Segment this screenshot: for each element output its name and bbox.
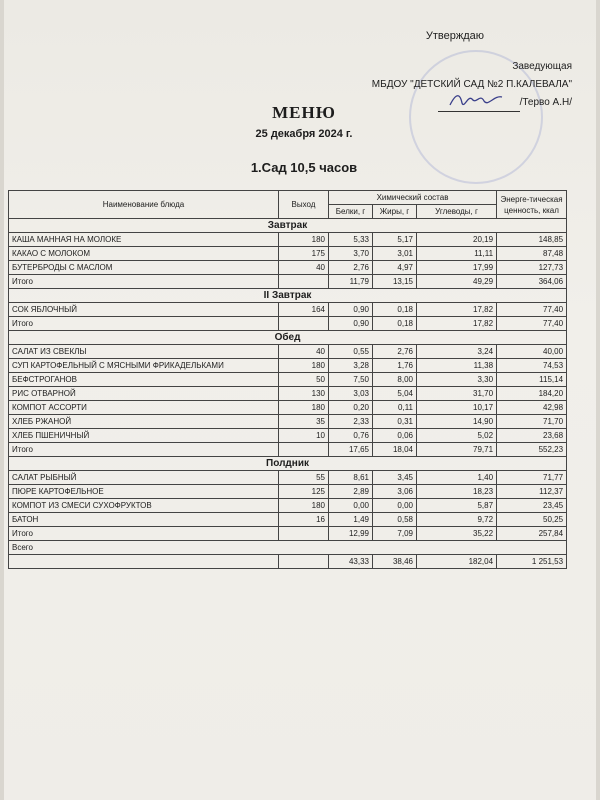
dish-carbs: 5,02 — [417, 429, 497, 443]
dish-yield: 50 — [279, 373, 329, 387]
dish-energy: 40,00 — [497, 345, 567, 359]
menu-date: 25 декабря 2024 г. — [255, 128, 353, 140]
dish-proteins: 7,50 — [329, 373, 373, 387]
dish-name: ПЮРЕ КАРТОФЕЛЬНОЕ — [9, 485, 279, 499]
dish-fats: 0,18 — [373, 303, 417, 317]
total-row — [9, 527, 567, 541]
dish-carbs: 1,40 — [417, 471, 497, 485]
dish-proteins: 0,00 — [329, 499, 373, 513]
dish-energy: 42,98 — [497, 401, 567, 415]
section-title: Полдник — [9, 457, 567, 471]
dish-name: СОК ЯБЛОЧНЫЙ — [9, 303, 279, 317]
dish-energy: 148,85 — [497, 233, 567, 247]
page-title: МЕНЮ — [272, 103, 336, 122]
dish-yield: 35 — [279, 415, 329, 429]
section-title: II Завтрак — [9, 289, 567, 303]
dish-energy: 87,48 — [497, 247, 567, 261]
dish-energy: 50,25 — [497, 513, 567, 527]
dish-yield: 175 — [279, 247, 329, 261]
table-row — [9, 485, 567, 499]
dish-energy: 77,40 — [497, 303, 567, 317]
dish-fats: 3,01 — [373, 247, 417, 261]
table-row — [9, 261, 567, 275]
total-row — [9, 275, 567, 289]
dish-energy: 127,73 — [497, 261, 567, 275]
dish-energy: 112,37 — [497, 485, 567, 499]
dish-proteins: 8,61 — [329, 471, 373, 485]
dish-proteins: 0,20 — [329, 401, 373, 415]
section-title: Обед — [9, 331, 567, 345]
table-row — [9, 429, 567, 443]
section-title: Завтрак — [9, 219, 567, 233]
table-row — [9, 247, 567, 261]
grand-total-spacer — [9, 555, 279, 569]
dish-energy: 23,45 — [497, 499, 567, 513]
dish-yield: 55 — [279, 471, 329, 485]
menu-subtitle: 1.Сад 10,5 часов — [250, 160, 358, 175]
dish-carbs: 9,72 — [417, 513, 497, 527]
dish-energy: 184,20 — [497, 387, 567, 401]
total-carbs: 17,82 — [417, 317, 497, 331]
table-row — [9, 387, 567, 401]
dish-fats: 3,45 — [373, 471, 417, 485]
table-row — [9, 303, 567, 317]
grand-total-energy: 1 251,53 — [497, 555, 567, 569]
dish-fats: 0,00 — [373, 499, 417, 513]
dish-fats: 4,97 — [373, 261, 417, 275]
col-header-carbs: Углеводы, г — [417, 205, 497, 219]
dish-carbs: 18,23 — [417, 485, 497, 499]
dish-proteins: 3,03 — [329, 387, 373, 401]
dish-yield: 180 — [279, 359, 329, 373]
total-yield — [279, 527, 329, 541]
dish-proteins: 1,49 — [329, 513, 373, 527]
dish-energy: 74,53 — [497, 359, 567, 373]
dish-name: КОМПОТ АССОРТИ — [9, 401, 279, 415]
total-proteins: 11,79 — [329, 275, 373, 289]
dish-energy: 23,68 — [497, 429, 567, 443]
dish-proteins: 0,55 — [329, 345, 373, 359]
col-header-fats: Жиры, г — [373, 205, 417, 219]
dish-carbs: 5,87 — [417, 499, 497, 513]
dish-carbs: 10,17 — [417, 401, 497, 415]
dish-yield: 130 — [279, 387, 329, 401]
total-carbs: 35,22 — [417, 527, 497, 541]
section-row — [9, 289, 567, 303]
dish-yield: 180 — [279, 499, 329, 513]
dish-yield: 125 — [279, 485, 329, 499]
total-row — [9, 443, 567, 457]
dish-name: КАКАО С МОЛОКОМ — [9, 247, 279, 261]
dish-yield: 16 — [279, 513, 329, 527]
dish-proteins: 3,70 — [329, 247, 373, 261]
total-energy: 77,40 — [497, 317, 567, 331]
total-proteins: 0,90 — [329, 317, 373, 331]
dish-name: КОМПОТ ИЗ СМЕСИ СУХОФРУКТОВ — [9, 499, 279, 513]
total-fats: 7,09 — [373, 527, 417, 541]
grand-total-carbs: 182,04 — [417, 555, 497, 569]
dish-energy: 71,77 — [497, 471, 567, 485]
dish-name: СУП КАРТОФЕЛЬНЫЙ С МЯСНЫМИ ФРИКАДЕЛЬКАМИ — [9, 359, 279, 373]
dish-carbs: 11,38 — [417, 359, 497, 373]
dish-proteins: 0,90 — [329, 303, 373, 317]
table-row — [9, 373, 567, 387]
total-fats: 0,18 — [373, 317, 417, 331]
approve-label: Утверждаю — [425, 30, 484, 42]
table-row — [9, 415, 567, 429]
total-carbs: 49,29 — [417, 275, 497, 289]
dish-carbs: 14,90 — [417, 415, 497, 429]
table-row — [9, 233, 567, 247]
dish-fats: 0,31 — [373, 415, 417, 429]
total-yield — [279, 275, 329, 289]
total-label: Итого — [9, 275, 279, 289]
dish-proteins: 3,28 — [329, 359, 373, 373]
grand-total-fats: 38,46 — [373, 555, 417, 569]
dish-energy: 115,14 — [497, 373, 567, 387]
dish-carbs: 20,19 — [417, 233, 497, 247]
grand-total-proteins: 43,33 — [329, 555, 373, 569]
dish-yield: 40 — [279, 345, 329, 359]
dish-name: КАША МАННАЯ НА МОЛОКЕ — [9, 233, 279, 247]
dish-fats: 3,06 — [373, 485, 417, 499]
total-label: Итого — [9, 317, 279, 331]
grand-total-row — [9, 555, 567, 569]
dish-fats: 5,04 — [373, 387, 417, 401]
dish-proteins: 2,33 — [329, 415, 373, 429]
dish-name: САЛАТ РЫБНЫЙ — [9, 471, 279, 485]
menu-table — [8, 190, 567, 569]
dish-name: САЛАТ ИЗ СВЕКЛЫ — [9, 345, 279, 359]
section-row — [9, 219, 567, 233]
total-energy: 364,06 — [497, 275, 567, 289]
dish-name: БУТЕРБРОДЫ С МАСЛОМ — [9, 261, 279, 275]
dish-name: ХЛЕБ РЖАНОЙ — [9, 415, 279, 429]
dish-fats: 8,00 — [373, 373, 417, 387]
dish-carbs: 3,30 — [417, 373, 497, 387]
dish-carbs: 17,82 — [417, 303, 497, 317]
dish-fats: 0,06 — [373, 429, 417, 443]
dish-proteins: 2,76 — [329, 261, 373, 275]
dish-carbs: 3,24 — [417, 345, 497, 359]
position-label: Заведующая — [512, 61, 572, 72]
table-row — [9, 471, 567, 485]
dish-energy: 71,70 — [497, 415, 567, 429]
total-yield — [279, 317, 329, 331]
dish-fats: 5,17 — [373, 233, 417, 247]
grand-total-yield — [279, 555, 329, 569]
dish-proteins: 2,89 — [329, 485, 373, 499]
total-label: Итого — [9, 527, 279, 541]
dish-name: ХЛЕБ ПШЕНИЧНЫЙ — [9, 429, 279, 443]
col-header-dish: Наименование блюда — [9, 191, 279, 219]
dish-proteins: 5,33 — [329, 233, 373, 247]
dish-yield: 164 — [279, 303, 329, 317]
dish-fats: 0,11 — [373, 401, 417, 415]
table-row — [9, 359, 567, 373]
total-proteins: 17,65 — [329, 443, 373, 457]
col-header-proteins: Белки, г — [329, 205, 373, 219]
dish-carbs: 31,70 — [417, 387, 497, 401]
total-row — [9, 317, 567, 331]
table-row — [9, 513, 567, 527]
total-carbs: 79,71 — [417, 443, 497, 457]
dish-proteins: 0,76 — [329, 429, 373, 443]
table-row — [9, 345, 567, 359]
col-header-chem: Химический состав — [329, 191, 497, 205]
dish-yield: 40 — [279, 261, 329, 275]
total-proteins: 12,99 — [329, 527, 373, 541]
dish-yield: 180 — [279, 401, 329, 415]
table-row — [9, 499, 567, 513]
dish-fats: 1,76 — [373, 359, 417, 373]
total-fats: 18,04 — [373, 443, 417, 457]
section-row — [9, 457, 567, 471]
grand-total-label-row — [9, 541, 567, 555]
dish-name: РИС ОТВАРНОЙ — [9, 387, 279, 401]
dish-yield: 10 — [279, 429, 329, 443]
col-header-energy: Энерге-тическая ценность, ккал — [497, 191, 567, 219]
dish-carbs: 17,99 — [417, 261, 497, 275]
total-energy: 257,84 — [497, 527, 567, 541]
total-energy: 552,23 — [497, 443, 567, 457]
total-label: Итого — [9, 443, 279, 457]
total-fats: 13,15 — [373, 275, 417, 289]
dish-fats: 2,76 — [373, 345, 417, 359]
dish-fats: 0,58 — [373, 513, 417, 527]
dish-name: БАТОН — [9, 513, 279, 527]
dish-yield: 180 — [279, 233, 329, 247]
col-header-yield: Выход — [279, 191, 329, 219]
table-row — [9, 401, 567, 415]
org-name: МБДОУ "ДЕТСКИЙ САД №2 П.КАЛЕВАЛА" — [371, 79, 572, 90]
signer-name: /Терво А.Н/ — [519, 97, 572, 108]
dish-carbs: 11,11 — [417, 247, 497, 261]
section-row — [9, 331, 567, 345]
grand-total-label: Всего — [9, 541, 567, 555]
total-yield — [279, 443, 329, 457]
dish-name: БЕФСТРОГАНОВ — [9, 373, 279, 387]
